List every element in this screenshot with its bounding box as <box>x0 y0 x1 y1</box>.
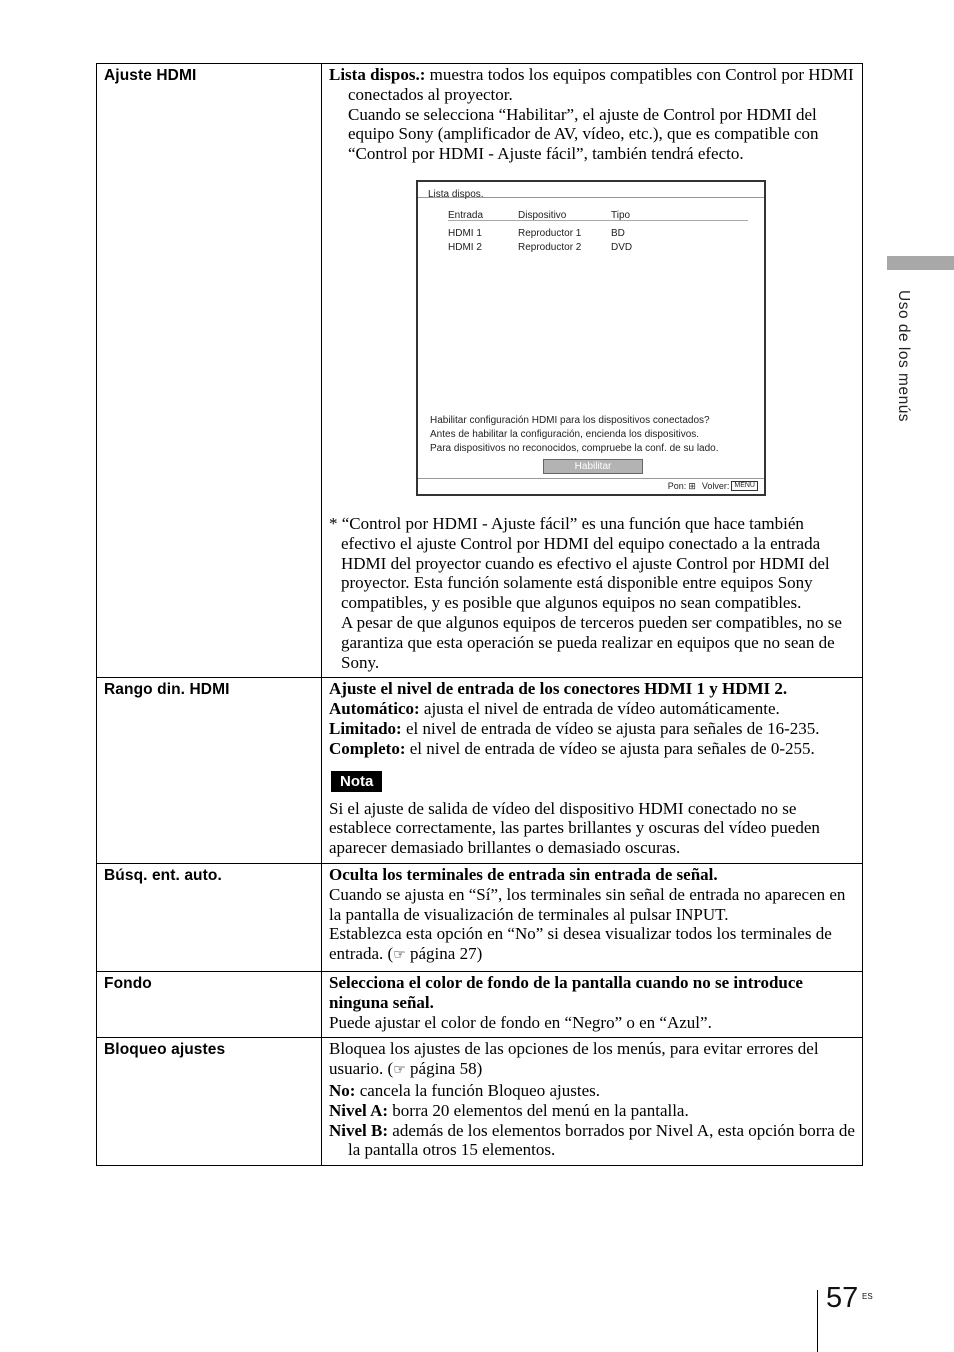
device-name: Reproductor 2 <box>518 241 582 253</box>
option-item <box>329 1101 856 1121</box>
row-label: Ajuste HDMI <box>97 64 322 678</box>
item-desc: borra 20 elementos del menú en la pantalla. <box>388 1100 689 1120</box>
menu-title: Lista dispos. <box>418 182 764 198</box>
item-desc: el nivel de entrada de vídeo se ajusta para señales de 16-235. <box>401 718 820 738</box>
device-name: Reproductor 1 <box>518 227 582 239</box>
page-number-rule <box>817 1290 818 1352</box>
menu-footer <box>418 478 764 494</box>
device-list <box>448 206 748 252</box>
table-row <box>97 863 863 971</box>
row-description <box>322 64 863 678</box>
message-line: Antes de habilitar la configuración, encienda los dispositivos. <box>430 428 700 440</box>
message-line: Habilitar configuración HDMI para los dispositivos conectados? <box>430 414 710 426</box>
row-description <box>322 971 863 1037</box>
footnote-continued: A pesar de que algunos equipos de terceros pueden ser compatibles, no se garantiza que esta operación se pueda realizar en equipos que no sean de Sony. <box>341 612 842 672</box>
row-description <box>322 1038 863 1166</box>
text-span: Bloquea los ajustes de las opciones de los menús, para evitar errores del usuario. ( <box>329 1039 819 1079</box>
page-reference: página 58) <box>405 1059 483 1079</box>
footer-pon: Pon: <box>667 480 687 491</box>
item-desc: ajusta el nivel de entrada de vídeo automáticamente. <box>419 699 780 719</box>
row-label: Búsq. ent. auto. <box>97 863 322 971</box>
lead-text: Oculta los terminales de entrada sin entrada de señal. <box>329 864 718 884</box>
footer-volver: Volver: <box>701 480 730 491</box>
page-reference-icon: ☞ <box>393 947 406 964</box>
row-description <box>322 678 863 864</box>
menu-screenshot <box>416 180 766 496</box>
item-term: Nivel A: <box>329 1100 389 1120</box>
list-dispos-item <box>329 65 856 105</box>
column-header: Tipo <box>611 209 631 221</box>
row-text <box>329 1039 856 1081</box>
lead-text: Selecciona el color de fondo de la pantalla cuando no se introduce ninguna señal. <box>329 972 803 1012</box>
section-tab <box>887 256 954 270</box>
row-description <box>322 863 863 971</box>
menu-message <box>430 414 719 456</box>
item-desc: el nivel de entrada de vídeo se ajusta para señales de 0-255. <box>405 738 815 758</box>
option-item <box>329 1121 856 1161</box>
item-term: Nivel B: <box>329 1120 389 1140</box>
row-lead <box>329 973 856 1013</box>
device-row <box>448 238 748 252</box>
item-term: Automático: <box>329 699 420 719</box>
page-reference-icon: ☞ <box>393 1062 406 1079</box>
menu-key-icon: MENU <box>731 481 758 491</box>
page-language: ES <box>862 1292 873 1301</box>
device-input: HDMI 1 <box>448 227 482 239</box>
row-label: Fondo <box>97 971 322 1037</box>
row-text <box>329 924 856 966</box>
note-badge: Nota <box>331 771 382 792</box>
section-label: Uso de los menús <box>895 290 912 423</box>
habilitar-button: Habilitar <box>543 459 643 474</box>
page-number: 57 <box>826 1282 859 1314</box>
row-label: Bloqueo ajustes <box>97 1038 322 1166</box>
text-span: Establezca esta opción en “No” si desea visualizar todos los terminales de entrada. ( <box>329 924 832 964</box>
enter-key-icon: ⊞ <box>688 480 696 491</box>
list-dispos-more: Cuando se selecciona “Habilitar”, el ajuste de Control por HDMI del equipo Sony (amplificador de AV, vídeo, etc.), que es compatible con “Control por HDMI - Ajuste fácil”, también tendrá efecto. <box>348 104 819 164</box>
device-list-header <box>448 206 748 221</box>
table-row <box>97 971 863 1037</box>
device-type: DVD <box>611 241 633 253</box>
device-row <box>448 224 748 238</box>
item-desc: muestra todos los equipos compatibles con Control por HDMI conectados al proyector. <box>348 65 854 104</box>
column-header: Dispositivo <box>518 209 567 221</box>
settings-table <box>96 63 863 1166</box>
item-term: Completo: <box>329 738 406 758</box>
table-row <box>97 64 863 678</box>
message-line: Para dispositivos no reconocidos, compruebe la conf. de su lado. <box>430 442 719 454</box>
item-term: Lista dispos.: <box>329 65 426 84</box>
footnote: * “Control por HDMI - Ajuste fácil” es una función que hace también efectivo el ajuste Control por HDMI del equipo conectado a la entrada HDMI del proyector cuando es efectivo el ajuste Control por HDMI del proyector. Esta función solamente está disponible entre equipos Sony compatibles, y es posible que algunos equipos no sean compatibles. <box>329 513 830 613</box>
option-item <box>329 719 856 739</box>
row-label: Rango din. HDMI <box>97 678 322 864</box>
row-lead <box>329 865 856 885</box>
page-reference: página 27) <box>405 944 483 964</box>
row-lead <box>329 679 856 699</box>
item-term: No: <box>329 1080 356 1100</box>
column-header: Entrada <box>448 209 484 221</box>
item-desc: cancela la función Bloqueo ajustes. <box>355 1080 600 1100</box>
lead-text: Ajuste el nivel de entrada de los conectores HDMI 1 y HDMI 2. <box>329 679 788 699</box>
item-term: Limitado: <box>329 718 402 738</box>
option-item <box>329 739 856 759</box>
item-desc: además de los elementos borrados por Nivel A, esta opción borra de la pantalla otros 15 elementos. <box>348 1120 855 1160</box>
device-type: BD <box>611 227 625 239</box>
row-text: Cuando se ajusta en “Sí”, los terminales sin señal de entrada no aparecen en la pantalla de visualización de terminales al pulsar INPUT. <box>329 884 846 924</box>
option-item <box>329 1081 856 1101</box>
row-text: Puede ajustar el color de fondo en “Negro” o en “Azul”. <box>329 1012 712 1032</box>
note-text: Si el ajuste de salida de vídeo del dispositivo HDMI conectado no se establece correctamente, las partes brillantes y oscuras del vídeo pueden aparecer demasiado brillantes o demasiado oscuras. <box>329 798 820 858</box>
table-row <box>97 678 863 864</box>
option-item <box>329 699 856 719</box>
table-row <box>97 1038 863 1166</box>
device-input: HDMI 2 <box>448 241 482 253</box>
